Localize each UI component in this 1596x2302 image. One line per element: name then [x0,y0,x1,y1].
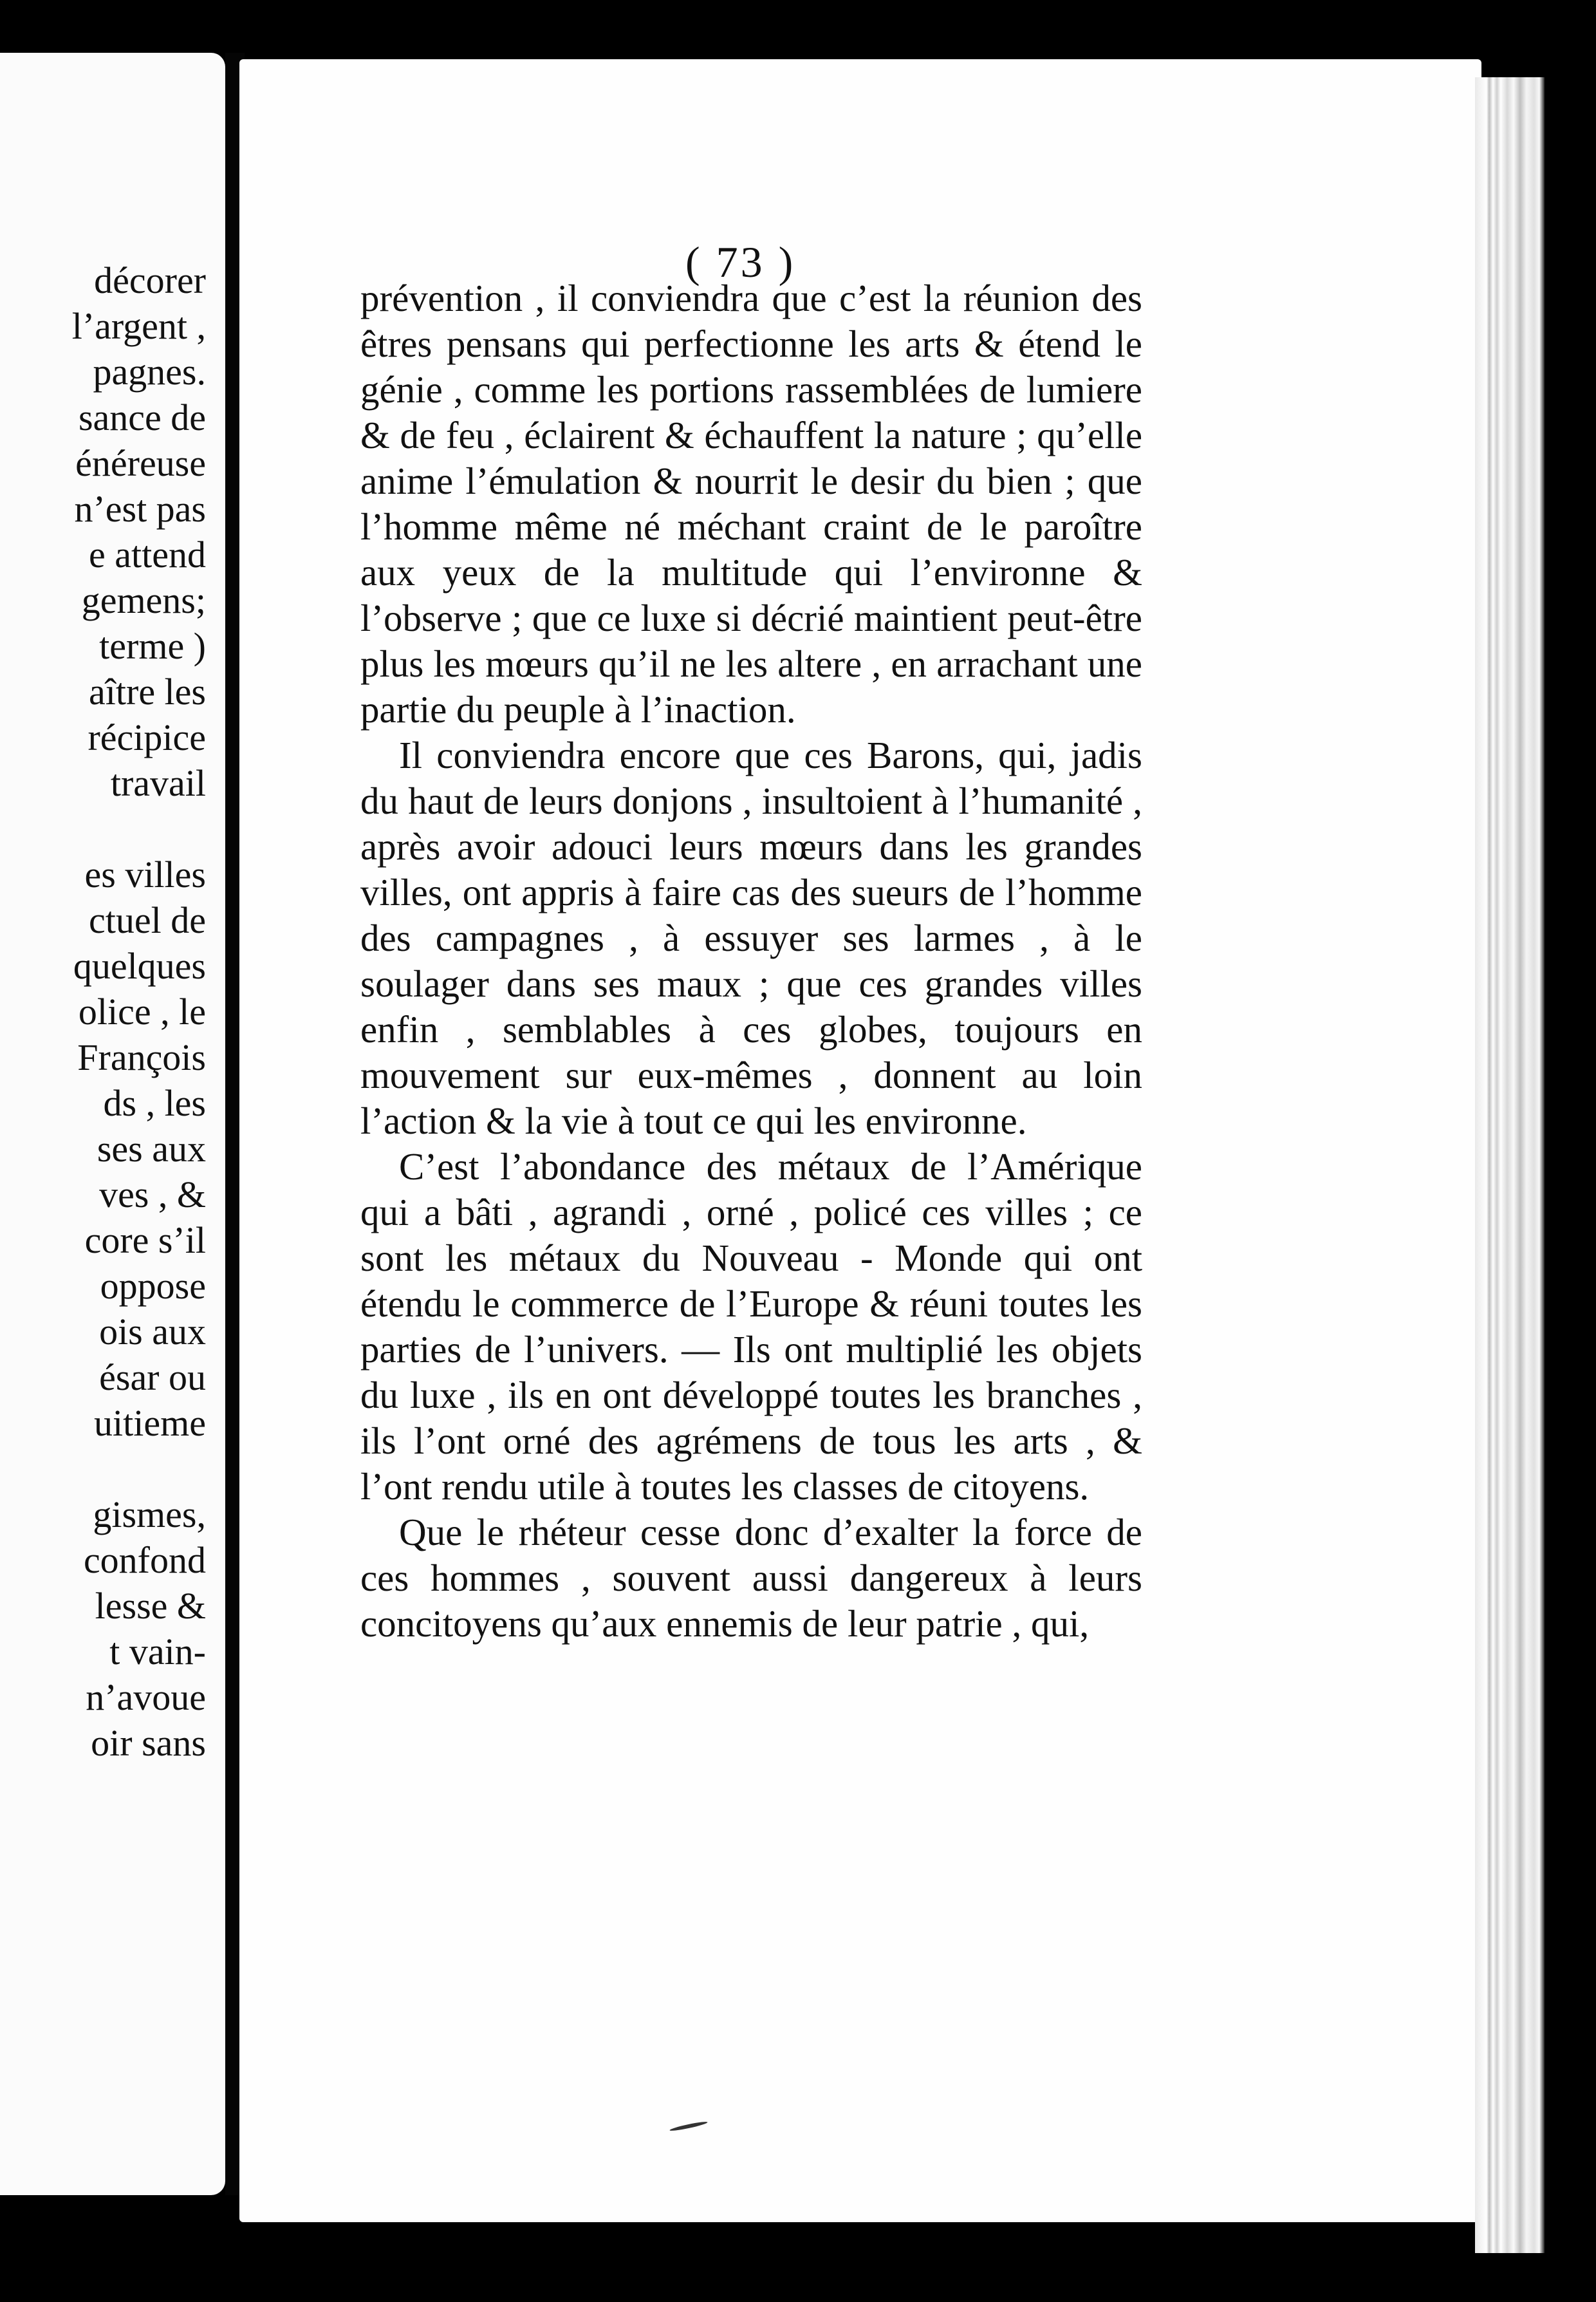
page-edges [1475,77,1545,2253]
left-page-line: aître les [89,671,206,713]
background-edge [1545,90,1596,2240]
left-page-line: e attend [89,534,206,576]
left-page-line: François [77,1036,206,1078]
page-number: ( 73 ) [685,238,796,286]
left-page-line: l’argent , [71,305,206,347]
left-page-line [72,806,206,852]
left-page-line: ois aux [99,1311,206,1352]
paragraph-1: prévention , il conviendra que c’est la réunion des êtres pensans qui perfectionne les arts & étend le génie , comme les portions rassemblées de lumiere & de feu , éclairent & échauffent la nature ; qu’elle anime l’émulation & nourrit le desir du bien ; que l’homme même né méchant craint de le paroître aux yeux de la multitude qui l’environne & l’observe ; que ce luxe si décrié maintient peut-être plus les mœurs qu’il ne les altere , en arrachant une partie du peuple à l’inaction. [360,277,1142,731]
left-page-line: n’avoue [86,1676,206,1718]
left-page-line: n’est pas [74,488,206,530]
paragraph-3: C’est l’abondance des métaux de l’Amérique qui a bâti , agrandi , orné , policé ces villes ; ce sont les métaux du Nouveau - Monde qui ont étendu le commerce de l’Europe & réuni toutes les parties de l’univers. — Ils ont multiplié les objets du luxe , ils en ont développé toutes les branches , ils l’ont orné des agrémens de tous les arts , & l’ont rendu utile à toutes les classes de citoyens. [360,1145,1142,1508]
left-page-line: récipice [88,716,206,758]
left-page-line: pagnes. [93,351,206,393]
left-page-line: oppose [100,1265,206,1307]
left-page-line: terme ) [99,625,206,667]
left-page-line: core s’il [84,1219,206,1261]
left-page-line: ves , & [99,1174,206,1215]
left-page-line: ds , les [103,1082,206,1124]
left-page-line: t vain- [109,1631,206,1672]
left-page-line: énéreuse [75,442,206,484]
left-page-line: lesse & [95,1585,206,1627]
left-page-text [72,257,206,1766]
left-page-line: gismes, [93,1493,206,1535]
left-page-line: gemens; [81,579,206,621]
paragraph-4: Que le rhéteur cesse donc d’exalter la force de ces hommes , souvent aussi dangereux à leurs concitoyens qu’aux ennemis de leur patrie , qui, [360,1511,1142,1645]
left-page-line: ésar ou [99,1356,206,1398]
left-page-line [72,1446,206,1492]
page-body [360,276,1142,1647]
left-page-line: ctuel de [89,899,206,941]
left-page-line: oir sans [91,1722,206,1764]
left-page-line: confond [83,1539,206,1581]
left-page-line: uitieme [94,1402,206,1444]
left-page-line: décorer [94,259,206,301]
left-page [0,53,225,2195]
left-page-line: travail [110,762,206,804]
paragraph-2: Il conviendra encore que ces Barons, qui, jadis du haut de leurs donjons , insultoient à l’humanité , après avoir adouci leurs mœurs dans les grandes villes, ont appris à faire cas des sueurs de l’homme des campagnes , à essuyer ses larmes , à le soulager dans ses maux ; que ces grandes villes enfin , semblables à ces globes, toujours en mouvement sur eux-mêmes , donnent au loin l’action & la vie à tout ce qui les environne. [360,734,1142,1142]
left-page-line: quelques [73,945,206,987]
left-page-line: sance de [78,397,206,438]
left-page-line: ses aux [97,1128,206,1170]
left-page-line: es villes [84,854,206,895]
left-page-line: olice , le [78,991,206,1033]
